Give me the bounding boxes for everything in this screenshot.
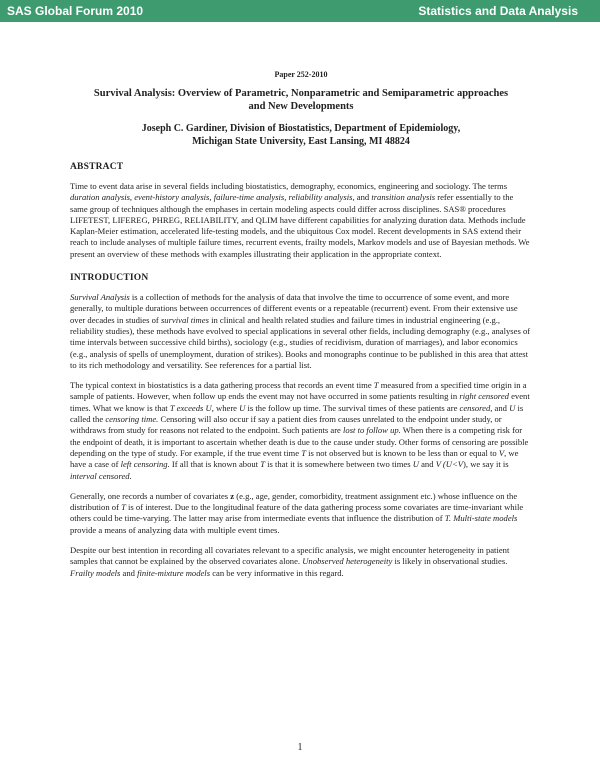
author-block	[70, 123, 532, 148]
intro-paragraph-3: Generally, one records a number of covariates z (e.g., age, gender, comorbidity, treatment assignment etc.) whose influence on the distribution of T is of interest. Due to the longitudinal feature of the data gathering process some covariates are time-invariant while others could be time-varying. The latter may arise from intermediate events that influence the distribution of T. Multi-state models provide a means of analyzing data with multiple event times.	[70, 490, 524, 535]
author-line-2: Michigan State University, East Lansing, MI 48824	[192, 135, 410, 147]
intro-paragraph-1: Survival Analysis is a collection of methods for the analysis of data that involve the time to occurrence of some event, and more generally, to multiple durations between occurrences of different events or a repeatable (recurrent) event. From their extensive use over decades in studies of survival times in clinical and health related studies and failure times in industrial engineering (e.g., reliability studies), these methods have evolved to special applications in several other fields, including demography (e.g., analyses of time intervals between successive child births), sociology (e.g., studies of recidivism, duration of marriages), and labor economics (e.g., analysis of spells of unemployment, duration of strikes). Books and monographs continue to be published in this area that attest to its rich methodology and versatility. See references for a partial list.	[70, 292, 531, 370]
introduction-heading: INTRODUCTION	[70, 273, 149, 284]
intro-paragraph-2: The typical context in biostatistics is a data gathering process that records an event time T measured from a specified time origin in a sample of patients. However, when follow up ends the event may not have occurred in some patients resulting in right censored event times. What we know is that T exceeds U, where U is the follow up time. The survival times of these patients are censored, and U is called the censoring time. Censoring will also occur if say a patient dies from causes unrelated to the endpoint under study, or withdraws from study for reasons not related to the endpoint. Such patients are lost to follow up. When there is a competing risk for the endpoint of death, it is important to ascertain whether death is due to the cause under study. Other forms of censoring are possible depending on the type of study. For example, if the true event time T is not observed but is known to be less than or equal to V, we have a case of left censoring. If all that is known about T is that it is somewhere between two times U and V (U<V), we say it is interval censored.	[70, 380, 530, 481]
author-line-1: Joseph C. Gardiner, Division of Biostatistics, Department of Epidemiology,	[141, 123, 461, 134]
abstract-paragraph: Time to event data arise in several fields including biostatistics, demography, economics, engineering and sociology. The terms duration analysis, event-history analysis, failure-time analysis, reliability analysis, and transition analysis refer essentially to the same group of techniques although the emphases in certain modeling aspects could differ across disciplines. SAS® procedures LIFETEST, LIFEREG, PHREG, RELIABILITY, and QLIM have different capabilities for analyzing duration data. Methods include Kaplan-Meier estimation, accelerated life-testing models, and the ubiquitous Cox model. Recent developments in SAS extend their reach to include analyses of multiple failure times, recurrent events, frailty models, Markov models and use of Bayesian methods. We present an overview of these methods with examples illustrating their application in the appropriate context.	[70, 181, 530, 259]
header-banner	[0, 0, 600, 22]
page-number: 1	[297, 742, 303, 753]
title-line-1: Survival Analysis: Overview of Parametric, Nonparametric and Semiparametric approaches	[93, 88, 509, 99]
intro-paragraph-4: Despite our best intention in recording all covariates relevant to a specific analysis, we might encounter heterogeneity in patient samples that cannot be explained by the observed covariates alone. Unobserved heterogeneity is likely in observational studies. Frailty models and finite-mixture models can be very informative in this regard.	[70, 545, 510, 578]
paper-title	[70, 87, 532, 113]
conference-name: SAS Global Forum 2010	[7, 4, 144, 18]
title-line-2: and New Developments	[248, 101, 354, 112]
paper-number: Paper 252-2010	[274, 70, 328, 79]
paper-body	[70, 70, 532, 588]
abstract-heading: ABSTRACT	[70, 162, 124, 172]
section-name: Statistics and Data Analysis	[418, 4, 578, 18]
